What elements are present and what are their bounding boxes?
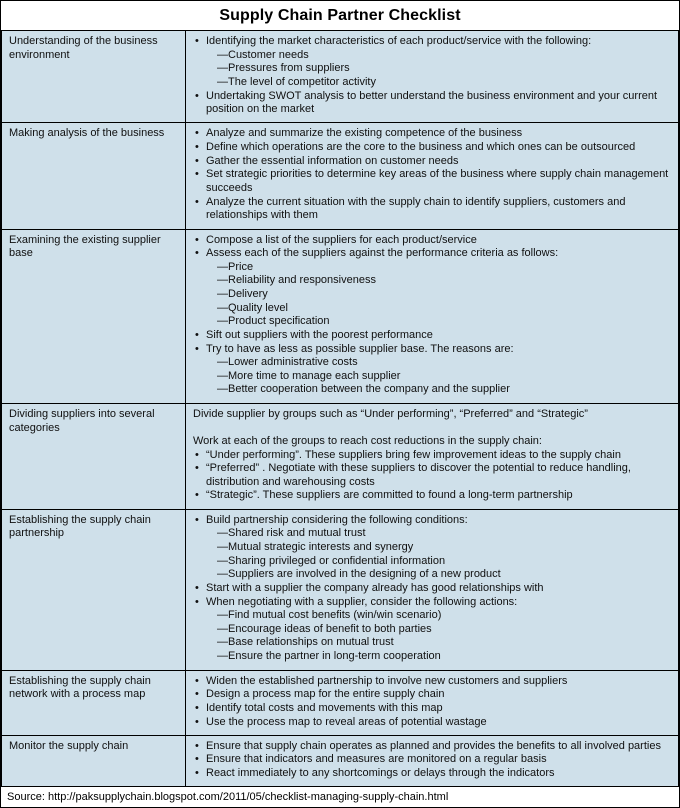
table-row xyxy=(2,670,679,735)
item-text: —Product specification xyxy=(217,315,330,328)
dash-item xyxy=(193,636,672,650)
table-row xyxy=(2,31,679,123)
bullet-icon: • xyxy=(195,595,199,608)
item-text: Divide supplier by groups such as “Under performing”, “Preferred” and “Strategic” xyxy=(193,408,588,421)
item-text: Work at each of the groups to reach cost reductions in the supply chain: xyxy=(193,434,542,447)
bullet-item xyxy=(193,688,672,702)
item-text: —Delivery xyxy=(217,288,268,301)
table-row xyxy=(2,735,679,786)
items-cell xyxy=(186,123,679,229)
bullet-icon: • xyxy=(195,448,199,461)
bullet-item xyxy=(193,596,672,610)
bullet-item xyxy=(193,35,672,49)
dash-item xyxy=(193,49,672,63)
item-text: —Better cooperation between the company and the supplier xyxy=(217,383,510,396)
dash-item xyxy=(193,76,672,90)
plain-item xyxy=(193,408,672,422)
bullet-icon: • xyxy=(195,328,199,341)
item-text: Compose a list of the suppliers for each product/service xyxy=(206,233,477,246)
item-text: —Encourage ideas of benefit to both parties xyxy=(217,622,432,635)
items-cell xyxy=(186,31,679,123)
item-text: Assess each of the suppliers against the performance criteria as follows: xyxy=(206,247,559,260)
item-text: —Ensure the partner in long-term cooperation xyxy=(217,650,441,663)
item-text: “Strategic”. These suppliers are committed to found a long-term partnership xyxy=(206,489,573,502)
item-text: React immediately to any shortcomings or delays through the indicators xyxy=(206,766,555,779)
bullet-icon: • xyxy=(195,715,199,728)
item-text: —Quality level xyxy=(217,301,288,314)
category-cell: Establishing the supply chain partnership xyxy=(2,509,186,670)
category-cell: Examining the existing supplier base xyxy=(2,229,186,404)
dash-item xyxy=(193,555,672,569)
plain-item xyxy=(193,435,672,449)
bullet-item xyxy=(193,247,672,261)
bullet-icon: • xyxy=(195,342,199,355)
item-text: —Mutual strategic interests and synergy xyxy=(217,541,414,554)
bullet-icon: • xyxy=(195,513,199,526)
page-title: Supply Chain Partner Checklist xyxy=(219,7,461,24)
item-text: Design a process map for the entire supply chain xyxy=(206,688,445,701)
item-text: Widen the established partnership to involve new customers and suppliers xyxy=(206,674,568,687)
bullet-icon: • xyxy=(195,233,199,246)
bullet-icon: • xyxy=(195,462,199,475)
bullet-icon: • xyxy=(195,247,199,260)
bullet-icon: • xyxy=(195,674,199,687)
bullet-icon: • xyxy=(195,127,199,140)
item-text: Define which operations are the core to the business and which ones can be outsourced xyxy=(206,141,636,154)
bullet-item xyxy=(193,767,672,781)
spacer xyxy=(193,422,672,435)
bullet-item xyxy=(193,234,672,248)
bullet-item xyxy=(193,716,672,730)
items-cell xyxy=(186,229,679,404)
dash-item xyxy=(193,383,672,397)
bullet-item xyxy=(193,329,672,343)
bullet-item xyxy=(193,740,672,754)
bullet-item xyxy=(193,582,672,596)
bullet-item xyxy=(193,127,672,141)
item-text: “Under performing”. These suppliers bring few improvement ideas to the supply chain xyxy=(206,448,621,461)
dash-item xyxy=(193,650,672,664)
category-cell: Dividing suppliers into several categories xyxy=(2,404,186,510)
bullet-icon: • xyxy=(195,141,199,154)
bullet-icon: • xyxy=(195,753,199,766)
bullet-icon: • xyxy=(195,702,199,715)
dash-item xyxy=(193,288,672,302)
bullet-item xyxy=(193,90,672,117)
bullet-item xyxy=(193,449,672,463)
item-text: —More time to manage each supplier xyxy=(217,369,401,382)
item-text: Identifying the market characteristics of each product/service with the following: xyxy=(206,35,592,47)
item-text: Undertaking SWOT analysis to better understand the business environment and your current position on the market xyxy=(206,89,658,116)
items-cell xyxy=(186,509,679,670)
item-text: Ensure that supply chain operates as planned and provides the benefits to all involved parties xyxy=(206,739,661,752)
dash-item xyxy=(193,274,672,288)
item-text: “Preferred” . Negotiate with these suppliers to discover the potential to reduce handling, distribution and warehousing costs xyxy=(206,462,631,488)
item-text: —The level of competitor activity xyxy=(217,75,376,88)
item-text: —Customer needs xyxy=(217,48,309,61)
item-text: Ensure that indicators and measures are monitored on a regular basis xyxy=(206,753,547,766)
item-text: —Find mutual cost benefits (win/win scenario) xyxy=(217,609,442,622)
bullet-item xyxy=(193,196,672,223)
bullet-item xyxy=(193,168,672,195)
dash-item xyxy=(193,356,672,370)
item-text: Set strategic priorities to determine key areas of the business where supply chain management succeeds xyxy=(206,168,669,194)
dash-item xyxy=(193,568,672,582)
dash-item xyxy=(193,315,672,329)
item-text: —Base relationships on mutual trust xyxy=(217,636,394,649)
checklist-table-container xyxy=(1,30,679,787)
bullet-icon: • xyxy=(195,581,199,594)
bullet-item xyxy=(193,514,672,528)
table-row xyxy=(2,404,679,510)
table-row xyxy=(2,229,679,404)
source-line: Source: http://paksupplychain.blogspot.com/2011/05/checklist-managing-supply-chain.html xyxy=(1,787,679,807)
item-text: Sift out suppliers with the poorest performance xyxy=(206,328,433,341)
table-row xyxy=(2,509,679,670)
checklist-table xyxy=(1,30,679,787)
item-text: —Sharing privileged or confidential information xyxy=(217,554,446,567)
item-text: —Suppliers are involved in the designing of a new product xyxy=(217,568,501,581)
bullet-item xyxy=(193,702,672,716)
bullet-item xyxy=(193,753,672,767)
dash-item xyxy=(193,302,672,316)
bullet-icon: • xyxy=(195,195,199,208)
bullet-item xyxy=(193,462,672,489)
bullet-icon: • xyxy=(195,739,199,752)
bullet-icon: • xyxy=(195,688,199,701)
item-text: Analyze and summarize the existing competence of the business xyxy=(206,127,523,140)
category-cell: Understanding of the business environment xyxy=(2,31,186,123)
category-cell: Making analysis of the business xyxy=(2,123,186,229)
item-text: —Price xyxy=(217,260,254,273)
dash-item xyxy=(193,261,672,275)
items-cell xyxy=(186,735,679,786)
category-cell: Establishing the supply chain network with a process map xyxy=(2,670,186,735)
item-text: —Shared risk and mutual trust xyxy=(217,527,366,540)
bullet-icon: • xyxy=(195,89,199,102)
item-text: Gather the essential information on customer needs xyxy=(206,154,459,167)
item-text: —Lower administrative costs xyxy=(217,356,358,369)
item-text: When negotiating with a supplier, consider the following actions: xyxy=(206,595,518,608)
category-cell: Monitor the supply chain xyxy=(2,735,186,786)
bullet-icon: • xyxy=(195,168,199,181)
bullet-icon: • xyxy=(195,154,199,167)
dash-item xyxy=(193,62,672,76)
bullet-item xyxy=(193,343,672,357)
item-text: —Reliability and responsiveness xyxy=(217,274,376,287)
table-row xyxy=(2,123,679,229)
item-text: Analyze the current situation with the supply chain to identify suppliers, customers and relationships with them xyxy=(206,195,626,222)
dash-item xyxy=(193,370,672,384)
dash-item xyxy=(193,609,672,623)
document-header xyxy=(1,1,679,30)
bullet-icon: • xyxy=(195,766,199,779)
item-text: Use the process map to reveal areas of potential wastage xyxy=(206,715,487,728)
bullet-item xyxy=(193,155,672,169)
items-cell xyxy=(186,404,679,510)
item-text: Build partnership considering the following conditions: xyxy=(206,513,468,526)
dash-item xyxy=(193,623,672,637)
item-text: Start with a supplier the company already has good relationships with xyxy=(206,581,544,594)
item-text: Try to have as less as possible supplier base. The reasons are: xyxy=(206,342,514,355)
checklist-table-body xyxy=(2,31,679,787)
bullet-icon: • xyxy=(195,489,199,502)
bullet-icon: • xyxy=(195,35,199,47)
bullet-item xyxy=(193,141,672,155)
dash-item xyxy=(193,527,672,541)
item-text: —Pressures from suppliers xyxy=(217,62,350,75)
bullet-item xyxy=(193,489,672,503)
bullet-item xyxy=(193,675,672,689)
items-cell xyxy=(186,670,679,735)
dash-item xyxy=(193,541,672,555)
item-text: Identify total costs and movements with this map xyxy=(206,702,443,715)
